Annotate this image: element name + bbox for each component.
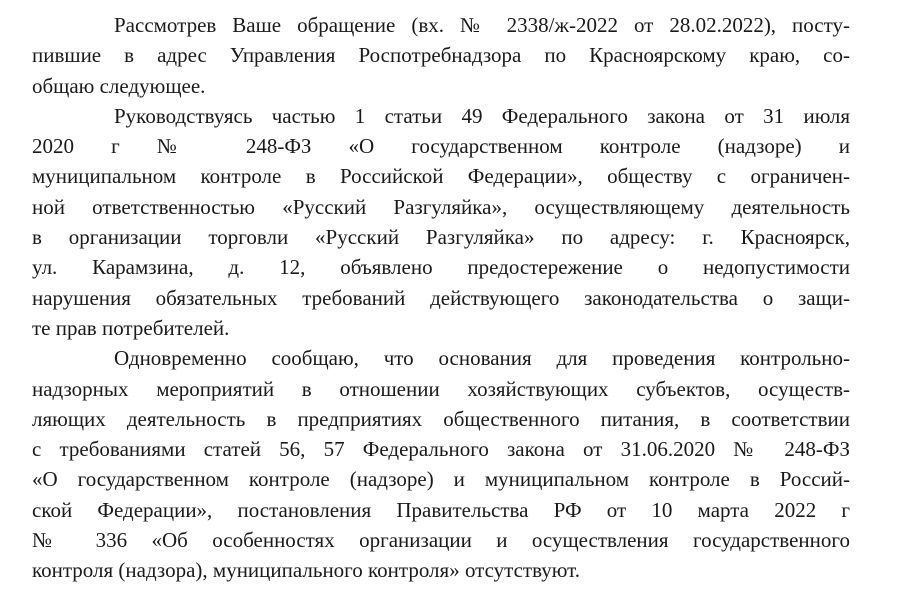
text-line: пившие в адрес Управления Роспотребнадзора по Красноярскому краю, со- (32, 43, 850, 68)
text-line: 2020 г № 248-ФЗ «О государственном контроле (надзоре) и (32, 134, 850, 159)
text-line: ской Федерации», постановления Правительства РФ от 10 марта 2022 г (32, 497, 850, 522)
paragraph-no-grounds (32, 343, 850, 585)
text-line: ул. Карамзина, д. 12, объявлено предостережение о недопустимости (32, 255, 850, 280)
text-line: контроля (надзора), муниципального контроля» отсутствуют. (32, 558, 581, 583)
letter-body (32, 10, 850, 586)
text-line: нарушения обязательных требований действующего законодательства о защи- (32, 285, 850, 310)
text-line: надзорных мероприятий в отношении хозяйствующих субъектов, осуществ- (32, 376, 850, 401)
text-line: в организации торговли «Русский Разгуляйка» по адресу: г. Красноярск, (32, 225, 850, 250)
text-line: «О государственном контроле (надзоре) и муниципальном контроле в Россий- (32, 467, 850, 492)
text-line: муниципальном контроле в Российской Федерации», обществу с ограничен- (32, 164, 850, 189)
paragraph-warning-issued (32, 101, 850, 343)
text-line: Рассмотрев Ваше обращение (вх. № 2338/ж-2022 от 28.02.2022), посту- (114, 13, 850, 37)
text-line: № 336 «Об особенностях организации и осуществления государственного (32, 528, 850, 553)
text-line: с требованиями статей 56, 57 Федерального закона от 31.06.2020 № 248-ФЗ (32, 437, 850, 462)
text-line: общаю следующее. (32, 73, 206, 98)
paragraph-appeal-review (32, 10, 850, 101)
text-line: Руководствуясь частью 1 статьи 49 Федерального закона от 31 июля (114, 103, 850, 128)
text-line: Одновременно сообщаю, что основания для проведения контрольно- (114, 346, 850, 371)
text-line: ляющих деятельность в предприятиях общественного питания, в соответствии (32, 406, 850, 431)
text-line: те прав потребителей. (32, 315, 230, 340)
text-line: ной ответственностью «Русский Разгуляйка», осуществляющему деятельность (32, 194, 850, 219)
